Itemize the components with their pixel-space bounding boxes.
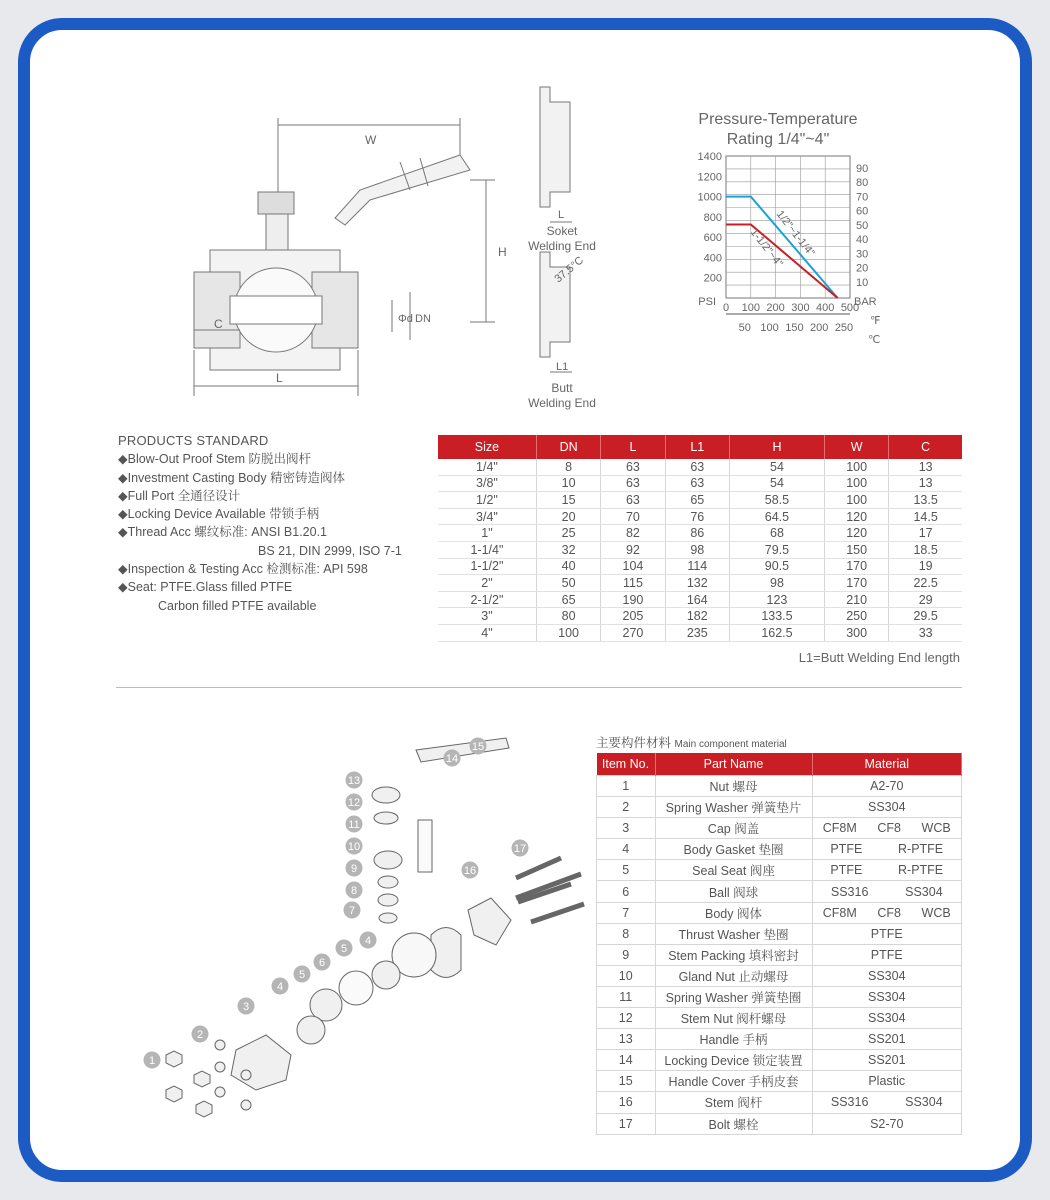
table-cell: 32 xyxy=(536,541,600,558)
rating-title-2: Rating 1/4"~4" xyxy=(726,131,830,148)
bar-tick: 30 xyxy=(856,248,869,261)
material-title-en: Main component material xyxy=(674,739,787,750)
phi-d-label: Φd xyxy=(398,313,413,325)
table-cell: 210 xyxy=(824,591,888,608)
material-value: A2-70 xyxy=(870,779,904,794)
psi-tick: 1000 xyxy=(697,191,722,204)
table-cell: 80 xyxy=(536,608,600,625)
table-row xyxy=(438,608,962,625)
curve2-label: 1-1/2"~4" xyxy=(747,226,786,270)
part-name: Locking Device 锁定装置 xyxy=(655,1050,812,1071)
table-cell: 120 xyxy=(824,508,888,525)
table-cell: 54 xyxy=(729,475,824,492)
material-value: SS201 xyxy=(867,1053,906,1068)
table-cell: 54 xyxy=(729,459,824,475)
w-label: W xyxy=(365,133,377,147)
table-cell: 300 xyxy=(824,624,888,641)
material-row xyxy=(597,881,962,902)
material-value: SS316 xyxy=(830,884,869,899)
material-title xyxy=(596,733,787,751)
part-name: Handle Cover 手柄皮套 xyxy=(655,1071,812,1092)
item-no: 12 xyxy=(597,1008,656,1029)
psi-tick: 1200 xyxy=(697,171,722,184)
standard-seat: ◆Seat: PTFE.Glass filled PTFE xyxy=(118,580,293,595)
table-cell: 29 xyxy=(889,591,962,608)
part-name: Ball 阀球 xyxy=(655,881,812,902)
table-cell: 76 xyxy=(665,508,729,525)
table-cell: 14.5 xyxy=(889,508,962,525)
table-cell: 90.5 xyxy=(729,558,824,575)
material-row xyxy=(597,797,962,818)
part-name: Spring Washer 弹簧垫圈 xyxy=(655,986,812,1007)
item-no: 6 xyxy=(597,881,656,902)
bar-tick: 40 xyxy=(856,234,869,247)
table-cell: 1" xyxy=(438,525,536,542)
callout-number: 5 xyxy=(340,943,348,955)
table-cell: 115 xyxy=(601,575,665,592)
col-l: L xyxy=(601,435,665,459)
item-no: 3 xyxy=(597,818,656,839)
table-cell: 170 xyxy=(824,558,888,575)
material-row xyxy=(597,860,962,881)
table-cell: 3/8" xyxy=(438,475,536,492)
callout-number: 4 xyxy=(276,981,284,993)
material-value: SS304 xyxy=(905,884,943,899)
products-standard xyxy=(118,432,402,615)
standard-heading: PRODUCTS STANDARD xyxy=(118,433,269,448)
table-cell: 2-1/2" xyxy=(438,591,536,608)
table-cell: 270 xyxy=(601,624,665,641)
table-cell: 100 xyxy=(536,624,600,641)
material-row xyxy=(597,818,962,839)
standard-thread-cont: BS 21, DIN 2999, ISO 7-1 xyxy=(258,543,402,558)
material-cell xyxy=(812,797,962,818)
table-row xyxy=(438,525,962,542)
standard-seat-cont: Carbon filled PTFE available xyxy=(158,598,317,613)
c-unit: ℃ xyxy=(868,334,881,346)
f-tick: 100 xyxy=(741,302,760,314)
table-cell: 65 xyxy=(665,492,729,509)
material-cell xyxy=(812,1050,962,1071)
item-no: 2 xyxy=(597,797,656,818)
f-tick: 0 xyxy=(722,302,730,314)
item-no: 9 xyxy=(597,944,656,965)
table-row xyxy=(438,508,962,525)
table-cell: 104 xyxy=(601,558,665,575)
part-name: Seal Seat 阀座 xyxy=(655,860,812,881)
callout-number: 7 xyxy=(348,905,356,917)
callout-number: 13 xyxy=(347,775,361,787)
material-table xyxy=(596,753,962,1135)
table-cell: 100 xyxy=(824,459,888,475)
material-row xyxy=(597,776,962,797)
material-value: PTFE xyxy=(870,926,903,941)
material-row xyxy=(597,1113,962,1134)
callout-number: 9 xyxy=(350,863,358,875)
psi-tick: 1400 xyxy=(697,151,722,163)
col-w: W xyxy=(824,435,888,459)
material-value: R-PTFE xyxy=(898,842,944,857)
table-cell: 22.5 xyxy=(889,575,962,592)
table-cell: 98 xyxy=(729,575,824,592)
bar-tick: 80 xyxy=(856,177,869,190)
callout-number: 6 xyxy=(318,957,326,969)
l-label: L xyxy=(276,371,283,385)
bar-tick: 50 xyxy=(856,219,869,232)
material-value: CF8M xyxy=(822,821,857,836)
material-cell xyxy=(812,1008,962,1029)
material-cell xyxy=(812,965,962,986)
callout-number: 12 xyxy=(347,797,361,809)
part-name: Nut 螺母 xyxy=(655,776,812,797)
col-material: Material xyxy=(812,753,962,776)
f-tick: 200 xyxy=(766,302,785,314)
material-value: WCB xyxy=(921,905,951,920)
part-name: Body 阀体 xyxy=(655,902,812,923)
f-tick: 300 xyxy=(791,302,810,314)
callout-number: 1 xyxy=(148,1055,156,1067)
table-cell: 1-1/2" xyxy=(438,558,536,575)
material-cell xyxy=(812,776,962,797)
material-value: WCB xyxy=(921,821,951,836)
col-dn: DN xyxy=(536,435,600,459)
table-cell: 8 xyxy=(536,459,600,475)
table-cell: 3/4" xyxy=(438,508,536,525)
material-value: PTFE xyxy=(830,863,863,878)
table-cell: 63 xyxy=(601,492,665,509)
table-cell: 3" xyxy=(438,608,536,625)
table-cell: 86 xyxy=(665,525,729,542)
material-value: CF8 xyxy=(877,821,901,836)
material-cell xyxy=(812,881,962,902)
item-no: 7 xyxy=(597,902,656,923)
dn-label: DN xyxy=(415,313,431,325)
material-row xyxy=(597,1008,962,1029)
material-cell xyxy=(812,839,962,860)
col-item-no: Item No. xyxy=(597,753,656,776)
callout-number: 2 xyxy=(196,1029,204,1041)
bar-tick: 20 xyxy=(856,262,869,275)
callout-number: 16 xyxy=(463,865,477,877)
exploded-view-drawing xyxy=(116,710,596,1130)
table-row xyxy=(438,459,962,475)
socket-label-1: Soket xyxy=(546,224,578,238)
item-no: 15 xyxy=(597,1071,656,1092)
part-name: Stem Packing 填料密封 xyxy=(655,944,812,965)
table-row xyxy=(438,558,962,575)
material-row xyxy=(597,1071,962,1092)
callout-number: 4 xyxy=(364,935,372,947)
col-c: C xyxy=(889,435,962,459)
material-value: PTFE xyxy=(870,947,903,962)
c-tick: 150 xyxy=(785,322,804,334)
callout-number: 15 xyxy=(471,741,485,753)
col-part-name: Part Name xyxy=(655,753,812,776)
table-cell: 170 xyxy=(824,575,888,592)
material-value: PTFE xyxy=(830,842,863,857)
standard-item: ◆Locking Device Available 带锁手柄 xyxy=(118,507,320,522)
c-tick: 250 xyxy=(834,322,854,334)
table-cell: 15 xyxy=(536,492,600,509)
material-value: CF8 xyxy=(877,905,901,920)
material-row xyxy=(597,1092,962,1113)
psi-tick: 400 xyxy=(703,252,722,265)
table-cell: 64.5 xyxy=(729,508,824,525)
material-value: SS304 xyxy=(867,989,906,1004)
callout-number: 5 xyxy=(298,969,306,981)
table-cell: 164 xyxy=(665,591,729,608)
socket-label-2: Welding End xyxy=(528,239,596,253)
butt-l1-label: L1 xyxy=(556,361,569,373)
pressure-temperature-chart xyxy=(670,102,900,382)
item-no: 13 xyxy=(597,1029,656,1050)
table-row xyxy=(438,541,962,558)
material-title-cn: 主要构件材料 xyxy=(596,736,672,750)
material-cell xyxy=(812,818,962,839)
table-row xyxy=(438,492,962,509)
table-cell: 182 xyxy=(665,608,729,625)
table-cell: 13.5 xyxy=(889,492,962,509)
psi-tick: 800 xyxy=(703,211,722,224)
table-cell: 120 xyxy=(824,525,888,542)
table-cell: 4" xyxy=(438,624,536,641)
table-cell: 123 xyxy=(729,591,824,608)
table-cell: 25 xyxy=(536,525,600,542)
part-name: Stem Nut 阀杆螺母 xyxy=(655,1008,812,1029)
part-name: Spring Washer 弹簧垫片 xyxy=(655,797,812,818)
material-value: SS304 xyxy=(867,968,906,983)
material-row xyxy=(597,986,962,1007)
f-tick: 500 xyxy=(840,302,860,314)
table-cell: 92 xyxy=(601,541,665,558)
table-cell: 63 xyxy=(601,459,665,475)
part-name: Cap 阀盖 xyxy=(655,818,812,839)
table-cell: 205 xyxy=(601,608,665,625)
material-row xyxy=(597,944,962,965)
l1-note: L1=Butt Welding End length xyxy=(798,650,960,665)
col-size: Size xyxy=(438,435,536,459)
section-divider xyxy=(116,687,962,688)
table-cell: 100 xyxy=(824,492,888,509)
table-cell: 235 xyxy=(665,624,729,641)
material-row xyxy=(597,1029,962,1050)
butt-label-1: Butt xyxy=(551,381,573,395)
end-type-drawings xyxy=(510,82,630,410)
table-cell: 65 xyxy=(536,591,600,608)
standard-item: ◆Investment Casting Body 精密铸造阀体 xyxy=(118,470,346,485)
c-tick: 50 xyxy=(738,322,751,334)
table-cell: 2" xyxy=(438,575,536,592)
table-row xyxy=(438,624,962,641)
rating-title-1: Pressure-Temperature xyxy=(698,111,858,128)
table-cell: 40 xyxy=(536,558,600,575)
item-no: 1 xyxy=(597,776,656,797)
item-no: 8 xyxy=(597,923,656,944)
material-cell xyxy=(812,944,962,965)
content-frame xyxy=(18,18,1032,1182)
item-no: 14 xyxy=(597,1050,656,1071)
callout-number: 11 xyxy=(348,819,360,831)
part-name: Bolt 螺栓 xyxy=(655,1113,812,1134)
table-cell: 63 xyxy=(601,475,665,492)
part-name: Thrust Washer 垫圈 xyxy=(655,923,812,944)
standard-item: ◆Blow-Out Proof Stem 防脱出阀杆 xyxy=(118,452,311,467)
material-value: SS304 xyxy=(905,1095,943,1110)
material-value: S2-70 xyxy=(870,1116,904,1131)
item-no: 10 xyxy=(597,965,656,986)
item-no: 11 xyxy=(597,986,656,1007)
table-row xyxy=(438,575,962,592)
table-cell: 1/2" xyxy=(438,492,536,509)
psi-label: PSI xyxy=(698,296,716,308)
table-cell: 1-1/4" xyxy=(438,541,536,558)
material-cell xyxy=(812,1092,962,1113)
item-no: 5 xyxy=(597,860,656,881)
material-row xyxy=(597,923,962,944)
table-cell: 132 xyxy=(665,575,729,592)
callout-number: 17 xyxy=(513,843,527,855)
material-value: Plastic xyxy=(868,1074,906,1089)
callout-number: 3 xyxy=(242,1001,250,1013)
table-row xyxy=(438,591,962,608)
material-cell xyxy=(812,1029,962,1050)
standard-item: ◆Thread Acc 螺纹标准: ANSI B1.20.1 xyxy=(118,525,327,540)
table-cell: 98 xyxy=(665,541,729,558)
dimension-table xyxy=(438,435,962,642)
bar-tick: 10 xyxy=(856,276,869,289)
psi-tick: 600 xyxy=(703,232,722,245)
table-cell: 79.5 xyxy=(729,541,824,558)
material-row xyxy=(597,839,962,860)
table-cell: 1/4" xyxy=(438,459,536,475)
angle-label: 37.5°C xyxy=(552,254,586,286)
table-cell: 162.5 xyxy=(729,624,824,641)
material-value: SS201 xyxy=(867,1032,906,1047)
c-tick: 100 xyxy=(760,322,779,334)
table-cell: 114 xyxy=(665,558,729,575)
table-cell: 100 xyxy=(824,475,888,492)
table-cell: 17 xyxy=(889,525,962,542)
socket-l-label: L xyxy=(558,209,565,221)
c-tick: 200 xyxy=(810,322,829,334)
material-row xyxy=(597,965,962,986)
bar-tick: 70 xyxy=(856,191,869,204)
bar-tick: 90 xyxy=(856,163,869,175)
table-row xyxy=(438,475,962,492)
standard-item: ◆Full Port 全通径设计 xyxy=(118,488,241,503)
table-cell: 18.5 xyxy=(889,541,962,558)
material-cell xyxy=(812,860,962,881)
material-cell xyxy=(812,986,962,1007)
material-value: R-PTFE xyxy=(898,863,944,878)
material-cell xyxy=(812,1071,962,1092)
material-cell xyxy=(812,1113,962,1134)
table-cell: 50 xyxy=(536,575,600,592)
part-name: Stem 阀杆 xyxy=(655,1092,812,1113)
table-cell: 10 xyxy=(536,475,600,492)
material-row xyxy=(597,902,962,923)
material-value: SS304 xyxy=(867,800,906,815)
table-cell: 33 xyxy=(889,624,962,641)
table-cell: 133.5 xyxy=(729,608,824,625)
curve1-label: 1/2"~1-1/4" xyxy=(773,208,817,259)
table-cell: 29.5 xyxy=(889,608,962,625)
table-cell: 250 xyxy=(824,608,888,625)
col-h: H xyxy=(729,435,824,459)
callout-number: 10 xyxy=(347,841,361,853)
table-cell: 63 xyxy=(665,475,729,492)
table-cell: 63 xyxy=(665,459,729,475)
callout-number: 14 xyxy=(445,753,459,765)
callout-number: 8 xyxy=(350,885,358,897)
material-value: SS304 xyxy=(867,1011,906,1026)
table-cell: 82 xyxy=(601,525,665,542)
h-label: H xyxy=(498,245,507,259)
bar-label: BAR xyxy=(854,296,877,308)
item-no: 4 xyxy=(597,839,656,860)
item-no: 17 xyxy=(597,1113,656,1134)
table-cell: 19 xyxy=(889,558,962,575)
table-cell: 20 xyxy=(536,508,600,525)
table-cell: 150 xyxy=(824,541,888,558)
material-cell xyxy=(812,923,962,944)
psi-tick: 200 xyxy=(703,272,722,285)
table-cell: 13 xyxy=(889,459,962,475)
table-cell: 58.5 xyxy=(729,492,824,509)
c-label: C xyxy=(214,317,223,331)
table-cell: 190 xyxy=(601,591,665,608)
bar-tick: 60 xyxy=(856,205,869,218)
part-name: Handle 手柄 xyxy=(655,1029,812,1050)
part-name: Body Gasket 垫圈 xyxy=(655,839,812,860)
part-name: Gland Nut 止动螺母 xyxy=(655,965,812,986)
f-tick: 400 xyxy=(816,302,835,314)
table-cell: 70 xyxy=(601,508,665,525)
material-row xyxy=(597,1050,962,1071)
material-value: SS316 xyxy=(830,1095,869,1110)
table-cell: 68 xyxy=(729,525,824,542)
standard-inspection: ◆Inspection & Testing Acc 检测标准: API 598 xyxy=(118,562,368,577)
table-cell: 13 xyxy=(889,475,962,492)
item-no: 16 xyxy=(597,1092,656,1113)
butt-label-2: Welding End xyxy=(528,396,596,410)
material-cell xyxy=(812,902,962,923)
col-l1: L1 xyxy=(665,435,729,459)
f-unit: ℉ xyxy=(870,315,881,327)
material-value: CF8M xyxy=(822,905,857,920)
